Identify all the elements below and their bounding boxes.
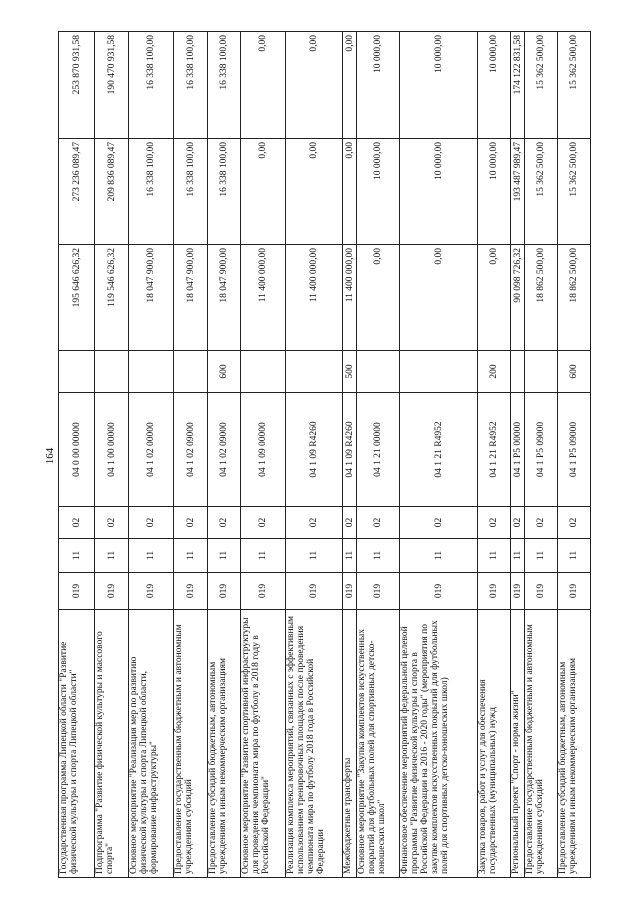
row-value-2: 273 236 089,47 bbox=[59, 139, 95, 245]
row-gr: 019 bbox=[478, 573, 511, 610]
table-row bbox=[208, 32, 241, 878]
row-value-1: 90 098 726,32 bbox=[511, 245, 525, 351]
row-pr: 02 bbox=[357, 507, 400, 539]
row-value-1: 18 047 900,00 bbox=[208, 245, 241, 351]
row-pr: 02 bbox=[208, 507, 241, 539]
row-csr: 04 1 P5 09000 bbox=[558, 393, 591, 507]
row-rz: 11 bbox=[558, 539, 591, 573]
row-vr bbox=[525, 351, 558, 393]
budget-table-body bbox=[59, 32, 591, 878]
table-row bbox=[400, 32, 478, 878]
row-value-3: 0,00 bbox=[343, 32, 357, 139]
row-value-2: 16 338 100,00 bbox=[174, 139, 208, 245]
row-value-1: 18 047 900,00 bbox=[174, 245, 208, 351]
row-vr: 600 bbox=[558, 351, 591, 393]
row-rz: 11 bbox=[286, 539, 343, 573]
table-row bbox=[525, 32, 558, 878]
row-value-2: 15 362 500,00 bbox=[558, 139, 591, 245]
row-name: Региональный проект "Спорт - норма жизни" bbox=[511, 610, 525, 878]
row-value-1: 18 862 500,00 bbox=[558, 245, 591, 351]
row-value-1: 195 646 626,32 bbox=[59, 245, 95, 351]
row-value-3: 174 122 831,58 bbox=[511, 32, 525, 139]
row-pr: 02 bbox=[129, 507, 174, 539]
row-rz: 11 bbox=[478, 539, 511, 573]
row-rz: 11 bbox=[59, 539, 95, 573]
table-row bbox=[174, 32, 208, 878]
row-value-3: 0,00 bbox=[286, 32, 343, 139]
row-name: Предоставление субсидий бюджетным, автономным учреждениям и иным некоммерческим организациям bbox=[208, 610, 241, 878]
row-gr: 019 bbox=[208, 573, 241, 610]
row-csr: 04 1 09 R4260 bbox=[286, 393, 343, 507]
row-name: Закупка товаров, работ и услуг для обеспечения государственных (муниципальных) нужд bbox=[478, 610, 511, 878]
row-value-3: 0,00 bbox=[241, 32, 286, 139]
table-row bbox=[357, 32, 400, 878]
row-gr: 019 bbox=[558, 573, 591, 610]
row-name: Основное мероприятие "Закупка комплектов искусственных покрытий для футбольных полей для спортивных детско-юношеских школ" bbox=[357, 610, 400, 878]
row-vr bbox=[241, 351, 286, 393]
row-value-2: 15 362 500,00 bbox=[525, 139, 558, 245]
budget-table-container bbox=[58, 32, 579, 878]
row-vr bbox=[95, 351, 129, 393]
row-name: Финансовое обеспечение мероприятий федеральной целевой программы "Развитие физической культуры и спорта в Российской Федерации на 2016 - 2020 годы" (мероприятия по закупке комплектов искусственных покрытий для футбольных полей для спортивных детско-юношеских школ) bbox=[400, 610, 478, 878]
rotated-page-area bbox=[58, 32, 579, 878]
row-name: Межбюджетные трансферты bbox=[343, 610, 357, 878]
row-pr: 02 bbox=[241, 507, 286, 539]
row-name: Основное мероприятие "Реализация мер по развитию физической культуры и спорта Липецкой области, формирование инфраструктуры" bbox=[129, 610, 174, 878]
row-rz: 11 bbox=[129, 539, 174, 573]
row-rz: 11 bbox=[95, 539, 129, 573]
row-csr: 04 1 21 00000 bbox=[357, 393, 400, 507]
row-gr: 019 bbox=[174, 573, 208, 610]
row-name: Государственная программа Липецкой области "Развитие физической культуры и спорта Липецкой области" bbox=[59, 610, 95, 878]
row-rz: 11 bbox=[343, 539, 357, 573]
row-rz: 11 bbox=[174, 539, 208, 573]
row-vr bbox=[400, 351, 478, 393]
row-pr: 02 bbox=[343, 507, 357, 539]
row-csr: 04 1 P5 09000 bbox=[525, 393, 558, 507]
row-name: Предоставление государственным бюджетным и автономным учреждениям субсидий bbox=[525, 610, 558, 878]
row-csr: 04 0 00 00000 bbox=[59, 393, 95, 507]
row-csr: 04 1 02 09000 bbox=[174, 393, 208, 507]
row-value-2: 0,00 bbox=[343, 139, 357, 245]
row-pr: 02 bbox=[174, 507, 208, 539]
row-name: Предоставление государственным бюджетным и автономным учреждениям субсидий bbox=[174, 610, 208, 878]
row-value-2: 10 000,00 bbox=[357, 139, 400, 245]
row-value-1: 0,00 bbox=[357, 245, 400, 351]
row-gr: 019 bbox=[357, 573, 400, 610]
row-pr: 02 bbox=[525, 507, 558, 539]
row-gr: 019 bbox=[525, 573, 558, 610]
table-row bbox=[286, 32, 343, 878]
row-csr: 04 1 09 00000 bbox=[241, 393, 286, 507]
row-value-2: 16 338 100,00 bbox=[129, 139, 174, 245]
table-row bbox=[59, 32, 95, 878]
table-row bbox=[478, 32, 511, 878]
row-value-1: 18 047 900,00 bbox=[129, 245, 174, 351]
row-pr: 02 bbox=[558, 507, 591, 539]
table-row bbox=[511, 32, 525, 878]
row-value-3: 16 338 100,00 bbox=[208, 32, 241, 139]
row-value-3: 10 000,00 bbox=[478, 32, 511, 139]
row-value-3: 16 338 100,00 bbox=[174, 32, 208, 139]
row-pr: 02 bbox=[478, 507, 511, 539]
row-pr: 02 bbox=[95, 507, 129, 539]
row-csr: 04 1 21 R4952 bbox=[400, 393, 478, 507]
row-value-2: 193 487 989,47 bbox=[511, 139, 525, 245]
row-value-1: 0,00 bbox=[400, 245, 478, 351]
row-rz: 11 bbox=[208, 539, 241, 573]
row-value-1: 11 400 000,00 bbox=[241, 245, 286, 351]
row-rz: 11 bbox=[511, 539, 525, 573]
row-gr: 019 bbox=[59, 573, 95, 610]
row-pr: 02 bbox=[511, 507, 525, 539]
row-name: Подпрограмма "Развитие физической культуры и массового спорта" bbox=[95, 610, 129, 878]
table-row bbox=[241, 32, 286, 878]
row-name: Основное мероприятие "Развитие спортивной инфраструктуры для проведения чемпионата мира по футболу в 2018 году в Российской Федерации" bbox=[241, 610, 286, 878]
row-gr: 019 bbox=[241, 573, 286, 610]
row-csr: 04 1 21 R4952 bbox=[478, 393, 511, 507]
row-vr bbox=[511, 351, 525, 393]
row-csr: 04 1 09 R4260 bbox=[343, 393, 357, 507]
table-row bbox=[129, 32, 174, 878]
row-name: Предоставление субсидий бюджетным, автономным учреждениям и иным некоммерческим организациям bbox=[558, 610, 591, 878]
budget-table bbox=[58, 31, 591, 878]
row-value-1: 11 400 000,00 bbox=[343, 245, 357, 351]
row-value-2: 16 338 100,00 bbox=[208, 139, 241, 245]
row-value-3: 10 000,00 bbox=[400, 32, 478, 139]
table-row bbox=[343, 32, 357, 878]
row-value-3: 16 338 100,00 bbox=[129, 32, 174, 139]
row-pr: 02 bbox=[59, 507, 95, 539]
row-vr bbox=[129, 351, 174, 393]
row-value-1: 18 862 500,00 bbox=[525, 245, 558, 351]
row-vr bbox=[174, 351, 208, 393]
row-value-2: 10 000,00 bbox=[478, 139, 511, 245]
row-gr: 019 bbox=[343, 573, 357, 610]
row-gr: 019 bbox=[129, 573, 174, 610]
row-value-3: 253 870 931,58 bbox=[59, 32, 95, 139]
row-value-1: 119 546 626,32 bbox=[95, 245, 129, 351]
row-vr: 200 bbox=[478, 351, 511, 393]
row-vr bbox=[357, 351, 400, 393]
row-vr: 600 bbox=[208, 351, 241, 393]
row-value-2: 10 000,00 bbox=[400, 139, 478, 245]
page-number: 164 bbox=[44, 447, 56, 465]
row-rz: 11 bbox=[525, 539, 558, 573]
row-vr bbox=[286, 351, 343, 393]
row-value-1: 11 400 000,00 bbox=[286, 245, 343, 351]
row-value-2: 209 836 089,47 bbox=[95, 139, 129, 245]
row-gr: 019 bbox=[400, 573, 478, 610]
row-gr: 019 bbox=[95, 573, 129, 610]
row-gr: 019 bbox=[511, 573, 525, 610]
row-value-2: 0,00 bbox=[241, 139, 286, 245]
row-rz: 11 bbox=[357, 539, 400, 573]
row-rz: 11 bbox=[400, 539, 478, 573]
row-value-1: 0,00 bbox=[478, 245, 511, 351]
row-csr: 04 1 02 09000 bbox=[208, 393, 241, 507]
row-vr: 500 bbox=[343, 351, 357, 393]
row-gr: 019 bbox=[286, 573, 343, 610]
row-pr: 02 bbox=[400, 507, 478, 539]
row-vr bbox=[59, 351, 95, 393]
row-name: Реализация комплекса мероприятий, связанных с эффективным использованием тренировочных площадок после проведения чемпионата мира по футболу 2018 года в Российской Федерации bbox=[286, 610, 343, 878]
row-csr: 04 1 00 00000 bbox=[95, 393, 129, 507]
row-csr: 04 1 P5 00000 bbox=[511, 393, 525, 507]
row-value-3: 10 000,00 bbox=[357, 32, 400, 139]
row-value-3: 190 470 931,58 bbox=[95, 32, 129, 139]
row-rz: 11 bbox=[241, 539, 286, 573]
table-row bbox=[95, 32, 129, 878]
row-value-3: 15 362 500,00 bbox=[558, 32, 591, 139]
row-value-2: 0,00 bbox=[286, 139, 343, 245]
table-row bbox=[558, 32, 591, 878]
row-value-3: 15 362 500,00 bbox=[525, 32, 558, 139]
row-csr: 04 1 02 00000 bbox=[129, 393, 174, 507]
row-pr: 02 bbox=[286, 507, 343, 539]
